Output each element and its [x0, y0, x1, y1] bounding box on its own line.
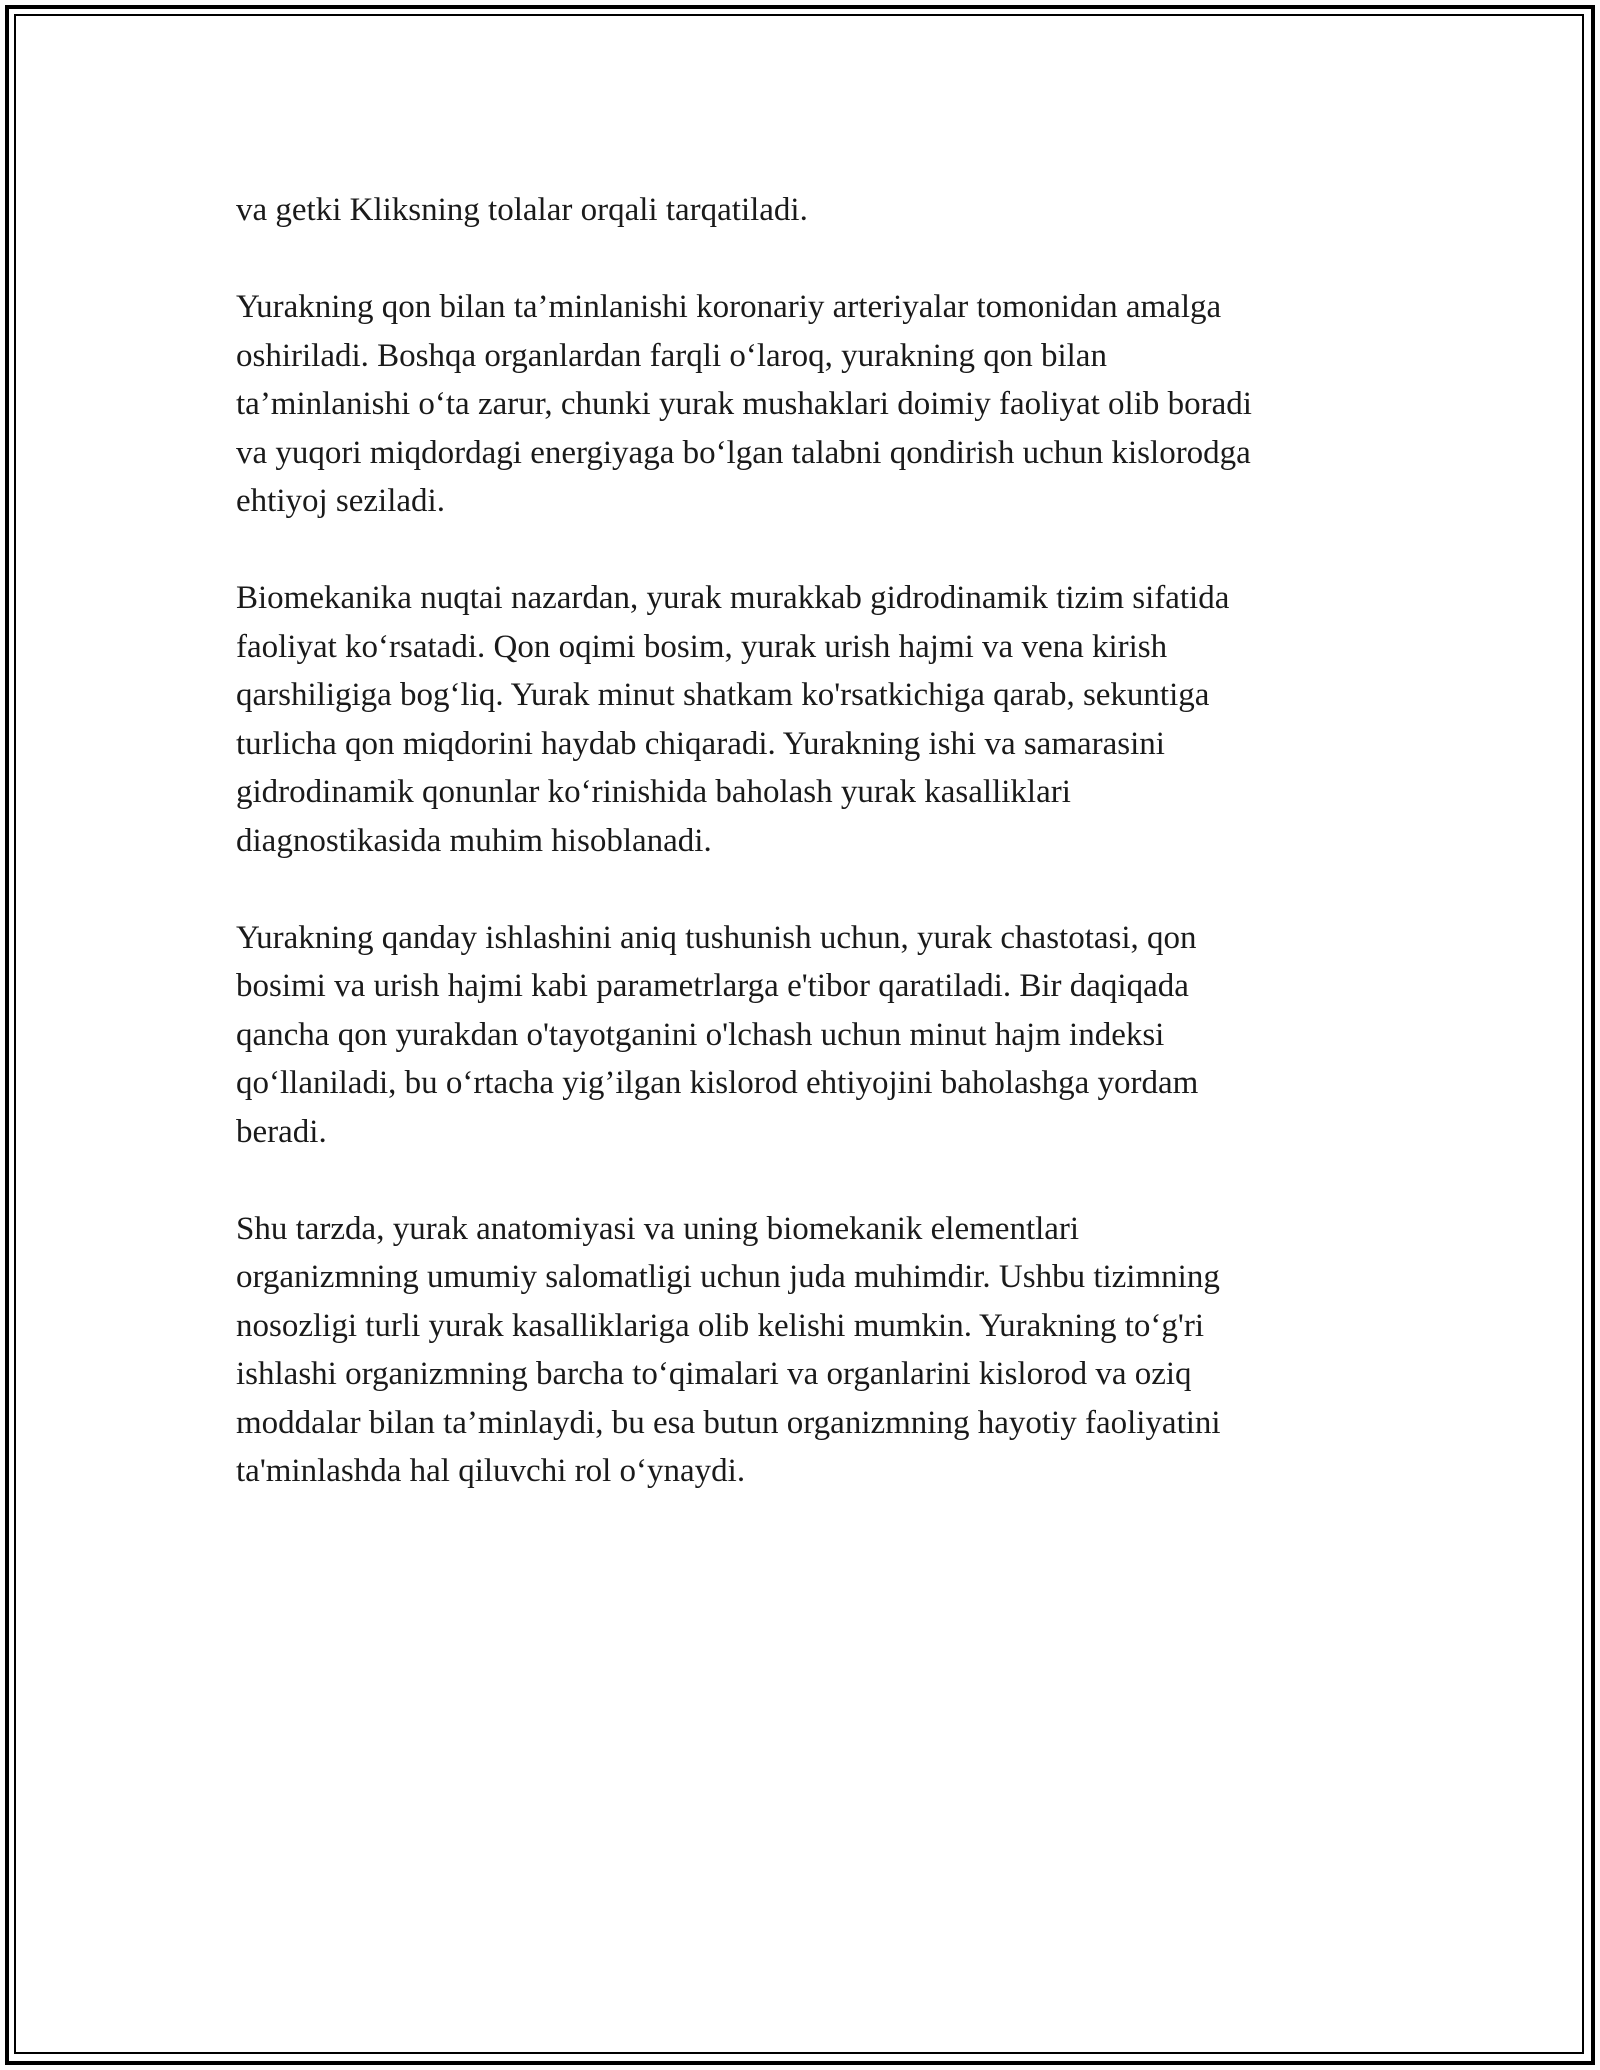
paragraph-biomechanics: Biomekanika nuqtai nazardan, yurak murakkab gidrodinamik tizim sifatida faoliyat ko‘rsatadi. Qon oqimi bosim, yurak urish hajmi va vena kirish qarshiligiga bog‘liq. Yurak minut shatkam ko'rsatkichiga qarab, sekuntiga turlicha qon miqdorini haydab chiqaradi. Yurakning ishi va samarasini gidrodinamik qonunlar ko‘rinishida baholash yurak kasalliklari diagnostikasida muhim hisoblanadi. [236, 580, 1230, 859]
paragraph-continuation: va getki Kliksning tolalar orqali tarqatiladi. [236, 192, 808, 228]
paragraph-parameters: Yurakning qanday ishlashini aniq tushunish uchun, yurak chastotasi, qon bosimi va urish hajmi kabi parametrlarga e'tibor qaratiladi. Bir daqiqada qancha qon yurakdan o'tayotganini o'lchash uchun minut hajm indeksi qo‘llaniladi, bu o‘rtacha yig’ilgan kislorod ehtiyojini baholashga yordam beradi. [236, 919, 1199, 1150]
paragraph-conclusion: Shu tarzda, yurak anatomiyasi va uning biomekanik elementlari organizmning umumiy salomatligi uchun juda muhimdir. Ushbu tizimning nosozligi turli yurak kasalliklariga olib kelishi mumkin. Yurakning to‘g'ri ishlashi organizmning barcha to‘qimalari va organlarini kislorod va oziq moddalar bilan ta’minlaydi, bu esa butun organizmning hayotiy faoliyatini ta'minlashda hal qiluvchi rol o‘ynaydi. [236, 1210, 1221, 1489]
paragraph-coronary-supply: Yurakning qon bilan ta’minlanishi koronariy arteriyalar tomonidan amalga oshiriladi. Boshqa organlardan farqli o‘laroq, yurakning qon bilan ta’minlanishi o‘ta zarur, chunki yurak mushaklari doimiy faoliyat olib boradi va yuqori miqdordagi energiyaga bo‘lgan talabni qondirish uchun kislorodga ehtiyoj seziladi. [236, 289, 1252, 519]
document-body [236, 186, 1386, 1544]
